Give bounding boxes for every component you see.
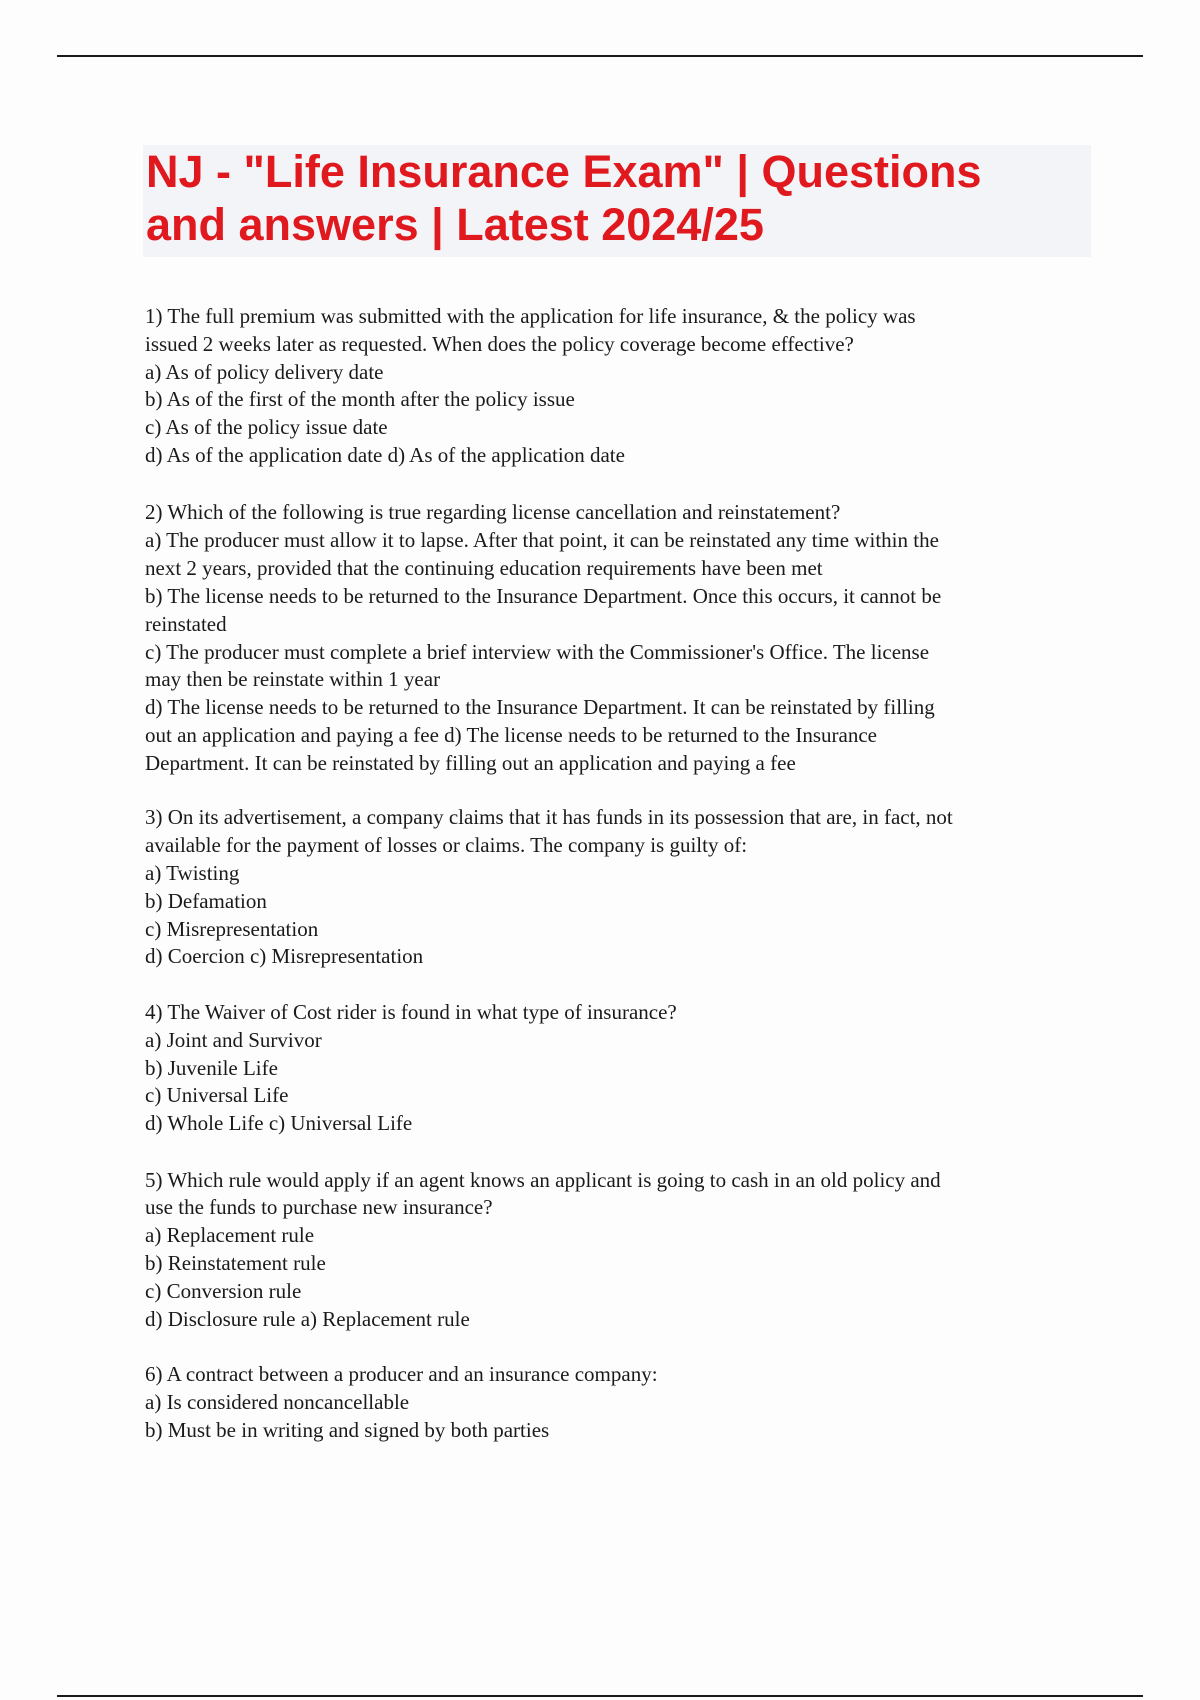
question-2-option-b-cont: reinstated (145, 612, 227, 636)
question-1-text-line: issued 2 weeks later as requested. When does the policy coverage become effective? (145, 332, 854, 356)
page-title-line-2: and answers | Latest 2024/25 (146, 199, 764, 250)
question-2-option-c-cont: may then be reinstate within 1 year (145, 667, 441, 691)
question-1-option-d-answer: d) As of the application date d) As of the application date (145, 443, 625, 467)
question-1-text-line: 1) The full premium was submitted with the application for life insurance, & the policy was (145, 304, 916, 328)
question-5-text-line: 5) Which rule would apply if an agent knows an applicant is going to cash in an old policy and (145, 1168, 941, 1192)
question-5-option-b: b) Reinstatement rule (145, 1251, 326, 1275)
question-5-text-line: use the funds to purchase new insurance? (145, 1195, 493, 1219)
question-1-option-b: b) As of the first of the month after the policy issue (145, 387, 575, 411)
question-3-option-d-answer: d) Coercion c) Misrepresentation (145, 944, 424, 968)
page-title-line-1: NJ - "Life Insurance Exam" | Questions (146, 146, 982, 197)
question-4-option-c: c) Universal Life (145, 1083, 289, 1107)
question-4-text-line: 4) The Waiver of Cost rider is found in what type of insurance? (145, 1000, 677, 1024)
title-banner (143, 145, 1091, 257)
question-4-option-a: a) Joint and Survivor (145, 1028, 322, 1052)
question-6-text-line: 6) A contract between a producer and an insurance company: (145, 1362, 658, 1386)
question-4-option-b: b) Juvenile Life (145, 1056, 278, 1080)
bottom-rule (57, 1695, 1143, 1697)
question-2-option-c: c) The producer must complete a brief interview with the Commissioner's Office. The license (145, 640, 930, 664)
question-3-option-a: a) Twisting (145, 861, 240, 885)
question-4-option-d-answer: d) Whole Life c) Universal Life (145, 1111, 413, 1135)
question-6-option-b: b) Must be in writing and signed by both parties (145, 1418, 550, 1442)
question-5-option-a: a) Replacement rule (145, 1223, 315, 1247)
question-3-text-line: 3) On its advertisement, a company claims that it has funds in its possession that are, in fact, not (145, 805, 953, 829)
question-3-option-c: c) Misrepresentation (145, 917, 319, 941)
top-rule (57, 55, 1143, 57)
question-3-option-b: b) Defamation (145, 889, 267, 913)
question-2-option-b: b) The license needs to be returned to the Insurance Department. Once this occurs, it cannot be (145, 584, 942, 608)
question-2-answer-cont: Department. It can be reinstated by filling out an application and paying a fee (145, 751, 796, 775)
question-2-option-d-answer: out an application and paying a fee d) The license needs to be returned to the Insurance (145, 723, 877, 747)
question-2-option-a: a) The producer must allow it to lapse. After that point, it can be reinstated any time within the (145, 528, 939, 552)
question-1-option-c: c) As of the policy issue date (145, 415, 388, 439)
question-2-option-a-cont: next 2 years, provided that the continuing education requirements have been met (145, 556, 823, 580)
question-3-text-line: available for the payment of losses or claims. The company is guilty of: (145, 833, 748, 857)
question-2-text-line: 2) Which of the following is true regarding license cancellation and reinstatement? (145, 500, 841, 524)
question-6-option-a: a) Is considered noncancellable (145, 1390, 410, 1414)
question-5-option-d-answer: d) Disclosure rule a) Replacement rule (145, 1307, 470, 1331)
question-5-option-c: c) Conversion rule (145, 1279, 302, 1303)
question-1-option-a: a) As of policy delivery date (145, 360, 384, 384)
question-2-option-d: d) The license needs to be returned to the Insurance Department. It can be reinstated by filling (145, 695, 935, 719)
